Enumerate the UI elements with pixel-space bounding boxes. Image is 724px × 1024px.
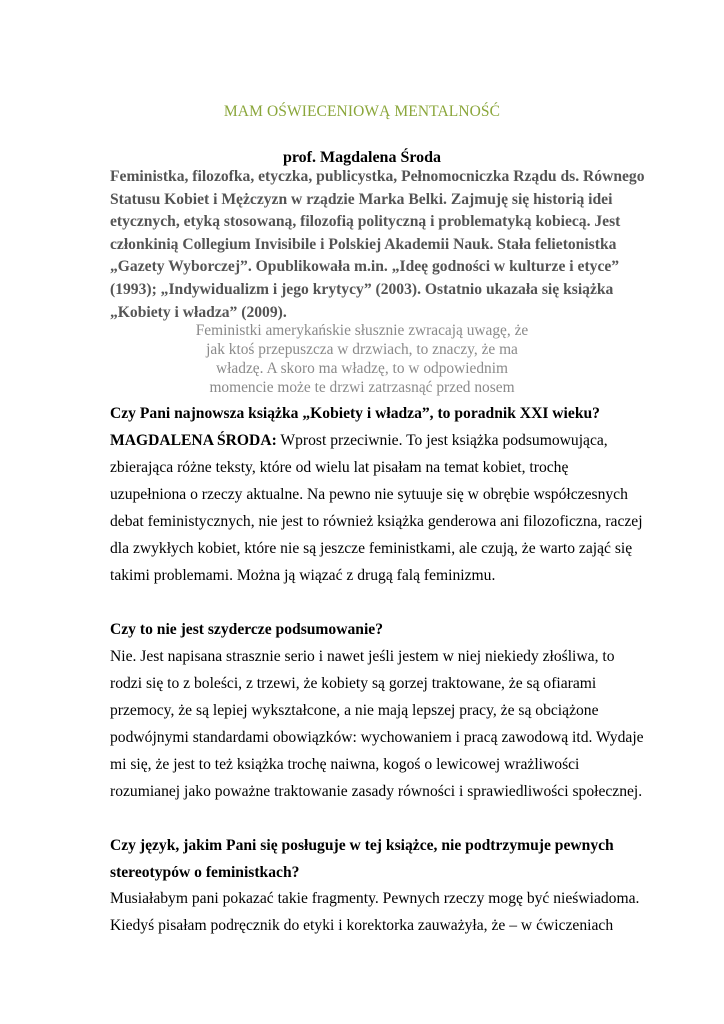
pull-quote-line: jak ktoś przepuszcza w drzwiach, to znaczy, że ma <box>206 341 518 359</box>
bio-line: członkinią Collegium Invisibile i Polskiej Akademii Nauk. Stała felietonistka <box>110 235 617 253</box>
answer-1-line: takimi problemami. Można ją wiązać z drugą falą feminizmu. <box>110 567 496 584</box>
answer-1-line <box>110 432 608 450</box>
answer-3-line: Musiałabym pani pokazać takie fragmenty. Pewnych rzeczy mogę być nieświadoma. <box>110 890 640 907</box>
answer-1-line: uzupełniona o rzeczy aktualne. Na pewno nie sytuuje się w obrębie współczesnych <box>110 486 628 503</box>
answer-2-line: przemocy, że są lepiej wykształcone, a nie mają lepszej pracy, że są obciążone <box>110 702 599 719</box>
answer-1-line: debat feministycznych, nie jest to również książka genderowa ani filozoficzna, raczej <box>110 513 643 530</box>
answer-1-text: Wprost przeciwnie. To jest książka podsumowująca, <box>276 432 608 449</box>
question-3-line: Czy język, jakim Pani się posługuje w tej książce, nie podtrzymuje pewnych <box>110 837 614 854</box>
answer-2-line: podwójnymi standardami obowiązków: wychowaniem i pracą zawodową itd. Wydaje <box>110 729 644 746</box>
answer-3-line: Kiedyś pisałam podręcznik do etyki i korektorka zauważyła, że – w ćwiczeniach <box>110 917 614 934</box>
pull-quote-line: władzę. A skoro ma władzę, to w odpowiednim <box>216 360 508 378</box>
bio-line: etycznych, etyką stosowaną, filozofią polityczną i problematyką kobiecą. Jest <box>110 213 621 231</box>
pull-quote-line: momencie może te drzwi zatrzasnąć przed nosem <box>209 379 515 397</box>
bio-line: Statusu Kobiet i Mężczyzn w rządzie Marka Belki. Zajmuję się historią idei <box>110 190 613 208</box>
answer-2-line: Nie. Jest napisana strasznie serio i nawet jeśli jestem w niej niekiedy złośliwa, to <box>110 648 615 665</box>
answer-2-line: rozumianej jako poważne traktowanie zasady równości i sprawiedliwości społecznej. <box>110 783 643 800</box>
article-title: MAM OŚWIECENIOWĄ MENTALNOŚĆ <box>223 103 501 120</box>
pull-quote <box>0 321 724 397</box>
answer-1-line: dla zwykłych kobiet, które nie są jeszcze feministkami, ale czują, że warto zająć się <box>110 540 633 557</box>
answer-2-line: mi się, że jest to też książka trochę naiwna, kogoś o lewicowej wrażliwości <box>110 756 580 773</box>
author-bio <box>110 166 645 324</box>
bio-line: „Gazety Wyborczej”. Opublikowała m.in. „Ideę godności w kulturze i etyce” <box>110 258 620 276</box>
question-3-line: stereotypów o feministkach? <box>110 864 300 881</box>
bio-line: Feministka, filozofka, etyczka, publicystka, Pełnomocniczka Rządu ds. Równego <box>110 168 645 185</box>
bio-line: „Kobiety i władza” (2009). <box>110 303 287 321</box>
pull-quote-line: Feministki amerykańskie słusznie zwracają uwagę, że <box>195 322 529 339</box>
question-2: Czy to nie jest szydercze podsumowanie? <box>110 621 383 638</box>
author-name: prof. Magdalena Środa <box>282 149 442 166</box>
answer-speaker: MAGDALENA ŚRODA: <box>110 432 277 449</box>
answer-2-line: rodzi się to z boleści, z trzewi, że kobiety są gorzej traktowane, że są ofiarami <box>110 675 597 692</box>
question-1: Czy Pani najnowsza książka „Kobiety i władza”, to poradnik XXI wieku? <box>110 405 600 422</box>
bio-line: (1993); „Indywidualizm i jego krytycy” (2003). Ostatnio ukazała się książka <box>110 280 614 298</box>
answer-1-line: zbierająca różne teksty, które od wielu lat pisałam na temat kobiet, trochę <box>110 459 569 476</box>
